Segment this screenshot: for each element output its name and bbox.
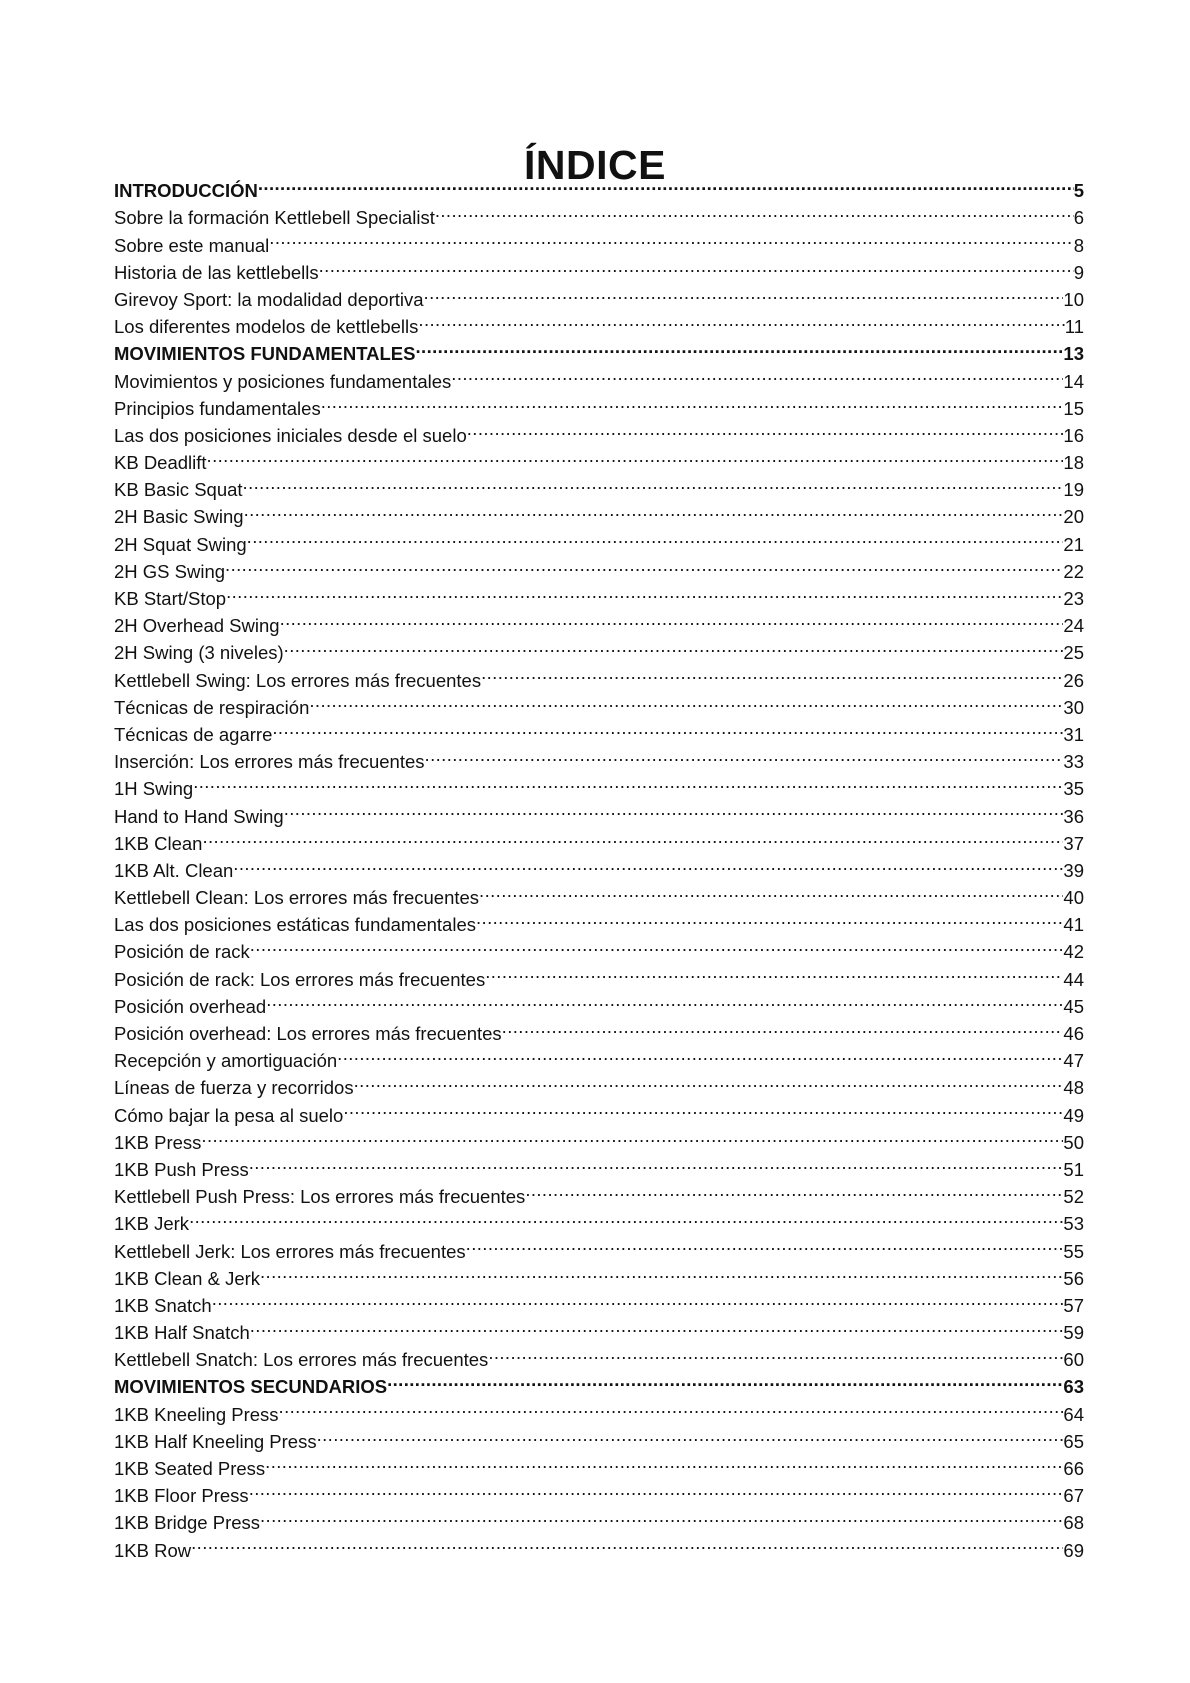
toc-page-number: 23 xyxy=(1063,588,1084,609)
toc-page-number: 25 xyxy=(1063,642,1084,664)
toc-entry-row[interactable] xyxy=(114,1203,1084,1235)
toc-page-number: 40 xyxy=(1063,887,1084,909)
toc-entry-label: Cómo bajar la pesa al suelo xyxy=(114,1104,344,1126)
toc-entry-row[interactable] xyxy=(114,1122,1084,1153)
toc-entry-label: Kettlebell Clean: Los errores más frecuentes xyxy=(114,887,480,909)
toc-page-number: 22 xyxy=(1063,560,1084,582)
toc-page-number: 56 xyxy=(1063,1267,1084,1289)
toc-entry-label: 1KB Seated Press xyxy=(114,1458,266,1479)
toc-entry-label: 2H Overhead Swing xyxy=(114,615,280,637)
toc-entry-label: 1KB Row xyxy=(114,1539,192,1561)
toc-entry-row[interactable] xyxy=(114,578,1084,609)
toc-entry-row[interactable] xyxy=(114,1312,1084,1344)
toc-entry-label: Posición de rack: Los errores más frecuentes xyxy=(114,968,486,990)
toc-entry-label: KB Deadlift xyxy=(114,452,207,474)
toc-entry-label: 2H Squat Swing xyxy=(114,533,247,555)
toc-entry-row[interactable] xyxy=(114,523,1084,555)
toc-entry-row[interactable] xyxy=(114,877,1084,909)
dot-leader xyxy=(279,1393,1064,1420)
toc-entry-label: Las dos posiciones estáticas fundamentales xyxy=(114,914,476,936)
toc-entry-row[interactable] xyxy=(114,1258,1084,1289)
toc-entry-label: Posición de rack xyxy=(114,941,250,963)
toc-entry-label: MOVIMIENTOS SECUNDARIOS xyxy=(114,1376,388,1398)
dot-leader xyxy=(272,714,1063,741)
toc-entry-row[interactable] xyxy=(114,1529,1084,1561)
toc-page-number: 64 xyxy=(1063,1403,1084,1425)
dot-leader xyxy=(189,1203,1063,1230)
dot-leader xyxy=(201,1122,1063,1149)
dot-leader xyxy=(250,1312,1064,1339)
dot-leader xyxy=(488,1339,1063,1366)
dot-leader xyxy=(479,877,1063,904)
toc-entry-label: Posición overhead xyxy=(114,995,267,1017)
toc-section-row[interactable] xyxy=(114,170,1084,202)
toc-entry-label: Líneas de fuerza y recorridos xyxy=(114,1077,354,1099)
dot-leader xyxy=(249,1149,1064,1176)
toc-entry-row[interactable] xyxy=(114,551,1084,582)
dot-leader xyxy=(258,170,1074,197)
toc-entry-label: 1KB Alt. Clean xyxy=(114,859,234,881)
toc-entry-label: Los diferentes modelos de kettlebells xyxy=(114,316,419,338)
dot-leader xyxy=(319,252,1074,279)
toc-page-number: 20 xyxy=(1063,506,1084,528)
toc-entry-label: Kettlebell Push Press: Los errores más frecuentes xyxy=(114,1186,526,1208)
toc-page-number: 46 xyxy=(1063,1023,1084,1044)
dot-leader xyxy=(424,279,1064,306)
toc-page-number: 31 xyxy=(1063,723,1084,745)
dot-leader xyxy=(284,795,1064,822)
dot-leader xyxy=(225,551,1063,578)
toc-entry-label: Hand to Hand Swing xyxy=(114,805,284,827)
toc-page-number: 36 xyxy=(1063,805,1084,827)
toc-page-number: 13 xyxy=(1063,343,1084,365)
toc-entry-row[interactable] xyxy=(114,1475,1084,1507)
toc-page-number: 68 xyxy=(1063,1512,1084,1534)
toc-page-number: 39 xyxy=(1063,859,1084,881)
toc-entry-row[interactable] xyxy=(114,496,1084,528)
toc-page-number: 8 xyxy=(1073,234,1084,256)
toc-page-number: 66 xyxy=(1063,1458,1084,1479)
toc-page-number: 48 xyxy=(1063,1077,1084,1099)
toc-entry-label: Historia de las kettlebells xyxy=(114,261,319,283)
dot-leader xyxy=(226,578,1063,605)
dot-leader xyxy=(485,958,1063,985)
toc-entry-row[interactable] xyxy=(114,1502,1084,1534)
dot-leader xyxy=(425,741,1064,768)
toc-entry-label: Técnicas de respiración xyxy=(114,696,310,718)
toc-page-number: 21 xyxy=(1063,533,1084,555)
toc-page-number: 45 xyxy=(1063,995,1084,1017)
toc-entry-label: KB Start/Stop xyxy=(114,588,227,609)
toc-entry-label: 1KB Half Kneeling Press xyxy=(114,1430,317,1452)
toc-page-number: 60 xyxy=(1063,1349,1084,1371)
toc-page-number: 57 xyxy=(1063,1294,1084,1316)
toc-entry-label: 1KB Push Press xyxy=(114,1158,249,1180)
dot-leader xyxy=(481,659,1063,686)
table-of-contents xyxy=(114,170,1084,1561)
dot-leader xyxy=(207,442,1064,469)
toc-entry-label: Girevoy Sport: la modalidad deportiva xyxy=(114,288,424,310)
toc-entry-row[interactable] xyxy=(114,469,1084,501)
toc-page-number: 55 xyxy=(1063,1240,1084,1262)
dot-leader xyxy=(249,1475,1064,1502)
toc-page-number: 26 xyxy=(1063,669,1084,691)
toc-entry-row[interactable] xyxy=(114,1285,1084,1316)
toc-page-number: 51 xyxy=(1063,1158,1084,1180)
toc-entry-label: Kettlebell Swing: Los errores más frecuentes xyxy=(114,669,482,691)
toc-page-number: 19 xyxy=(1063,479,1084,501)
toc-entry-label: Movimientos y posiciones fundamentales xyxy=(114,370,452,392)
toc-entry-label: 1KB Jerk xyxy=(114,1213,190,1235)
toc-entry-label: Sobre este manual xyxy=(114,234,270,256)
toc-entry-label: INTRODUCCIÓN xyxy=(114,180,258,202)
toc-page-number: 5 xyxy=(1073,180,1084,202)
toc-entry-label: 1KB Bridge Press xyxy=(114,1512,261,1534)
toc-entry-label: 1KB Floor Press xyxy=(114,1485,249,1507)
toc-entry-label: Las dos posiciones iniciales desde el suelo xyxy=(114,424,467,446)
toc-page-number: 11 xyxy=(1064,316,1084,338)
dot-leader xyxy=(260,1502,1063,1529)
toc-entry-row[interactable] xyxy=(114,605,1084,637)
dot-leader xyxy=(354,1067,1064,1094)
toc-entry-label: Sobre la formación Kettlebell Specialist xyxy=(114,207,435,229)
toc-page-number: 10 xyxy=(1063,288,1084,310)
toc-entry-row[interactable] xyxy=(114,197,1084,229)
toc-entry-label: 1H Swing xyxy=(114,778,194,800)
toc-entry-row[interactable] xyxy=(114,1230,1084,1262)
dot-leader xyxy=(466,1230,1064,1257)
dot-leader xyxy=(260,1258,1063,1285)
dot-leader xyxy=(247,523,1064,550)
toc-page-number: 18 xyxy=(1063,452,1084,474)
toc-entry-row[interactable] xyxy=(114,1176,1084,1208)
toc-entry-row[interactable] xyxy=(114,768,1084,800)
toc-entry-row[interactable] xyxy=(114,1149,1084,1180)
dot-leader xyxy=(233,850,1063,877)
toc-page-number: 47 xyxy=(1063,1050,1084,1072)
dot-leader xyxy=(280,605,1064,632)
toc-entry-label: 2H Basic Swing xyxy=(114,506,244,528)
toc-entry-label: 2H Swing (3 niveles) xyxy=(114,642,284,664)
toc-page-number: 14 xyxy=(1063,370,1084,392)
dot-leader xyxy=(284,632,1064,659)
toc-page-number: 35 xyxy=(1063,778,1084,800)
dot-leader xyxy=(309,687,1063,714)
dot-leader xyxy=(244,496,1064,523)
toc-page-number: 16 xyxy=(1063,424,1084,446)
toc-entry-label: 1KB Half Snatch xyxy=(114,1322,250,1344)
toc-page-number: 69 xyxy=(1063,1539,1084,1561)
dot-leader xyxy=(191,1529,1063,1556)
toc-page-number: 53 xyxy=(1063,1213,1084,1235)
dot-leader xyxy=(525,1176,1063,1203)
toc-entry-label: 1KB Kneeling Press xyxy=(114,1403,279,1425)
dot-leader xyxy=(418,306,1064,333)
toc-entry-row[interactable] xyxy=(114,795,1084,827)
dot-leader xyxy=(476,904,1063,931)
toc-page-number: 44 xyxy=(1063,968,1084,990)
toc-entry-row[interactable] xyxy=(114,823,1084,854)
toc-page-number: 33 xyxy=(1063,751,1084,773)
dot-leader xyxy=(435,197,1074,224)
dot-leader xyxy=(343,1094,1063,1121)
dot-leader xyxy=(212,1285,1064,1312)
toc-entry-label: 2H GS Swing xyxy=(114,560,226,582)
toc-entry-label: 1KB Press xyxy=(114,1131,202,1153)
dot-leader xyxy=(266,986,1063,1013)
toc-page-number: 52 xyxy=(1063,1186,1084,1208)
dot-leader xyxy=(502,1013,1064,1040)
dot-leader xyxy=(451,360,1063,387)
dot-leader xyxy=(250,931,1064,958)
toc-page-number: 49 xyxy=(1063,1104,1084,1126)
toc-entry-label: Técnicas de agarre xyxy=(114,723,273,745)
dot-leader xyxy=(467,415,1064,442)
page-title: ÍNDICE xyxy=(524,142,666,189)
toc-entry-label: Posición overhead: Los errores más frecuentes xyxy=(114,1023,502,1044)
dot-leader xyxy=(317,1421,1064,1448)
dot-leader xyxy=(269,224,1073,251)
toc-entry-label: Principios fundamentales xyxy=(114,397,321,419)
toc-entry-label: 1KB Clean xyxy=(114,832,203,854)
toc-page-number: 63 xyxy=(1063,1376,1084,1398)
toc-page-number: 41 xyxy=(1063,914,1084,936)
toc-entry-row[interactable] xyxy=(114,442,1084,474)
dot-leader xyxy=(193,768,1063,795)
dot-leader xyxy=(202,823,1063,850)
toc-page-number: 24 xyxy=(1063,615,1084,637)
dot-leader xyxy=(337,1040,1063,1067)
dot-leader xyxy=(265,1448,1063,1475)
dot-leader xyxy=(415,333,1063,360)
toc-page-number: 50 xyxy=(1063,1131,1084,1153)
toc-entry-label: MOVIMIENTOS FUNDAMENTALES xyxy=(114,343,416,365)
dot-leader xyxy=(243,469,1064,496)
toc-page-number: 15 xyxy=(1063,397,1084,419)
toc-page-number: 37 xyxy=(1063,832,1084,854)
toc-entry-row[interactable] xyxy=(114,931,1084,963)
toc-page-number: 42 xyxy=(1063,941,1084,963)
toc-entry-label: Recepción y amortiguación xyxy=(114,1050,338,1072)
toc-entry-label: 1KB Snatch xyxy=(114,1294,212,1316)
toc-page-number: 65 xyxy=(1063,1430,1084,1452)
toc-entry-label: Inserción: Los errores más frecuentes xyxy=(114,751,425,773)
toc-page-number: 6 xyxy=(1073,207,1084,229)
toc-entry-label: Kettlebell Snatch: Los errores más frecuentes xyxy=(114,1349,489,1371)
toc-entry-row[interactable] xyxy=(114,850,1084,881)
dot-leader xyxy=(321,388,1064,415)
toc-entry-label: Kettlebell Jerk: Los errores más frecuentes xyxy=(114,1240,466,1262)
toc-page-number: 30 xyxy=(1063,696,1084,718)
toc-entry-row[interactable] xyxy=(114,958,1084,990)
toc-page-number: 67 xyxy=(1063,1485,1084,1507)
toc-page-number: 9 xyxy=(1073,261,1084,283)
toc-page-number: 59 xyxy=(1063,1322,1084,1344)
toc-entry-label: 1KB Clean & Jerk xyxy=(114,1267,261,1289)
toc-entry-row[interactable] xyxy=(114,1339,1084,1371)
dot-leader xyxy=(387,1366,1063,1393)
toc-entry-label: KB Basic Squat xyxy=(114,479,243,501)
